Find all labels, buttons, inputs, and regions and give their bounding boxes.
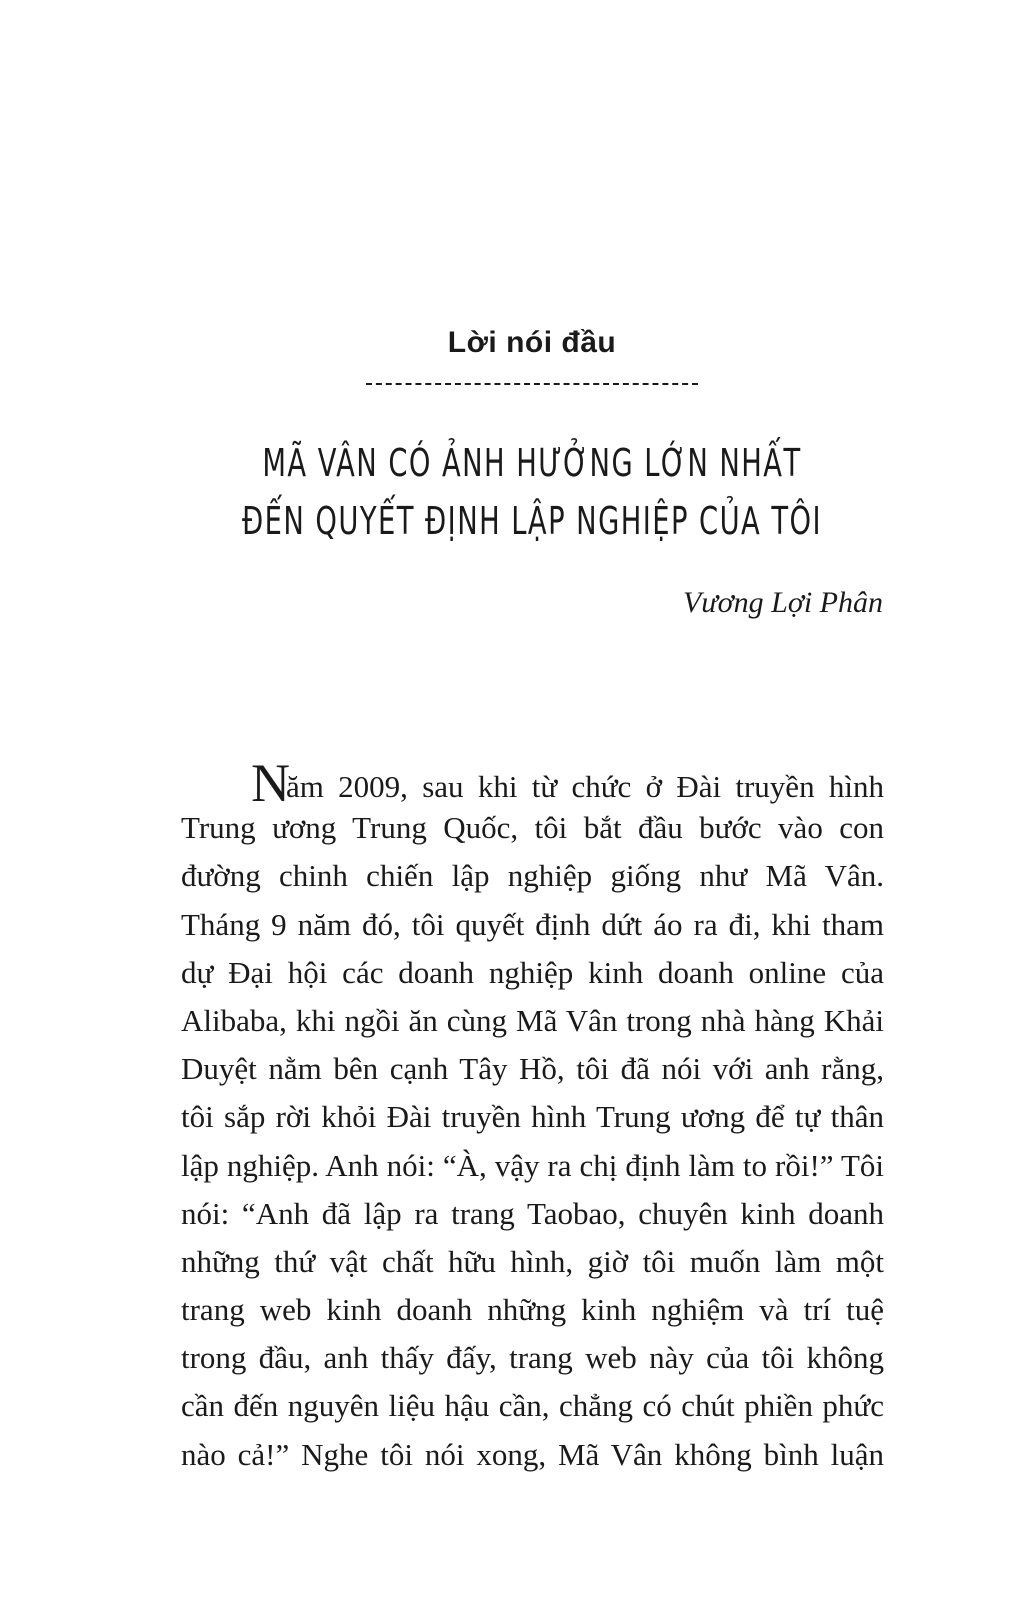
body-line-8: tôi sắp rời khỏi Đài truyền hình Trung ương để tự thân xyxy=(181,1099,884,1135)
dashed-divider xyxy=(366,383,698,385)
initial-letter: N xyxy=(251,756,290,805)
body-line-2: Trung ương Trung Quốc, tôi bắt đầu bước vào con xyxy=(181,810,884,846)
body-line-10: nói: “Anh đã lập ra trang Taobao, chuyên kinh doanh xyxy=(181,1195,884,1231)
body-line-7: Duyệt nằm bên cạnh Tây Hồ, tôi đã nói với anh rằng, xyxy=(181,1051,884,1087)
body-line-15: nào cả!” Nghe tôi nói xong, Mã Vân không bình luận xyxy=(181,1436,884,1472)
body-line-9: lập nghiệp. Anh nói: “À, vậy ra chị định làm to rồi!” Tôi xyxy=(181,1147,884,1183)
body-line-4: Tháng 9 năm đó, tôi quyết định dứt áo ra đi, khi tham xyxy=(181,906,884,942)
chapter-title-line-2: ĐẾN QUYẾT ĐỊNH LẬP NGHIỆP CỦA TÔI xyxy=(242,499,822,543)
body-line-1: Năm 2009, sau khi từ chức ở Đài truyền hình xyxy=(181,756,884,804)
body-line-5: dự Đại hội các doanh nghiệp kinh doanh online của xyxy=(181,954,884,990)
chapter-title-line-1: MÃ VÂN CÓ ẢNH HƯỞNG LỚN NHẤT xyxy=(262,441,802,485)
body-line-11: những thứ vật chất hữu hình, giờ tôi muốn làm một xyxy=(181,1243,884,1279)
body-line-13: trong đầu, anh thấy đấy, trang web này của tôi không xyxy=(181,1340,884,1376)
body-line-12: trang web kinh doanh những kinh nghiệm và trí tuệ xyxy=(181,1292,884,1328)
section-label: Lời nói đầu xyxy=(447,326,617,359)
body-line-6: Alibaba, khi ngồi ăn cùng Mã Vân trong nhà hàng Khải xyxy=(181,1002,884,1038)
body-line-3: đường chinh chiến lập nghiệp giống như Mã Vân. xyxy=(181,858,884,894)
author-name: Vương Lợi Phân xyxy=(682,586,883,619)
chapter-title xyxy=(149,434,915,550)
body-paragraph xyxy=(181,756,884,1479)
body-line-14: cần đến nguyên liệu hậu cần, chẳng có chút phiền phức xyxy=(181,1388,884,1424)
